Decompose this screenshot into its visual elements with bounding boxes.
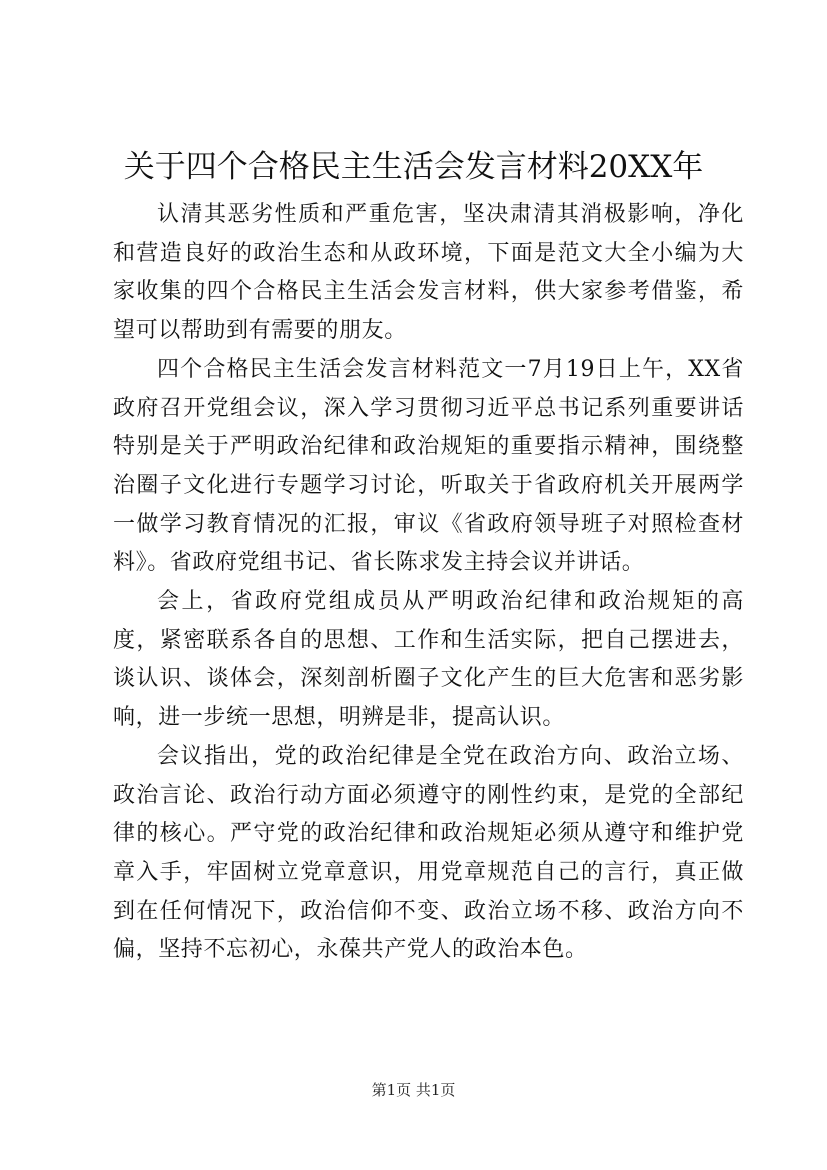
paragraph-intro: 认清其恶劣性质和严重危害，坚决肃清其消极影响，净化和营造良好的政治生态和从政环境，下面是范文大全小编为大家收集的四个合格民主生活会发言材料，供大家参考借鉴，希望可以帮助到有需要的朋友。 xyxy=(113,202,744,344)
paragraph-conclusion: 会议指出，党的政治纪律是全党在政治方向、政治立场、政治言论、政治行动方面必须遵守的刚性约束，是党的全部纪律的核心。严守党的政治纪律和政治规矩必须从遵守和维护党章入手，牢固树立党章意识，用党章规范自己的言行，真正做到在任何情况下，政治信仰不变、政治立场不移、政治方向不偏，坚持不忘初心，永葆共产党人的政治本色。 xyxy=(113,743,744,963)
document-title: 关于四个合格民主生活会发言材料20XX年 xyxy=(123,149,704,185)
paragraph-meeting: 四个合格民主生活会发言材料范文一7月19日上午，XX省政府召开党组会议，深入学习贯彻习近平总书记系列重要讲话特别是关于严明政治纪律和政治规矩的重要指示精神，围绕整治圈子文化进行专题学习讨论，听取关于省政府机关开展两学一做学习教育情况的汇报，审议《省政府领导班子对照检查材料》。省政府党组书记、省长陈求发主持会议并讲话。 xyxy=(113,356,744,576)
page-footer: 第1页 共1页 xyxy=(371,1081,456,1099)
document-body xyxy=(113,196,744,970)
paragraph-discussion: 会上，省政府党组成员从严明政治纪律和政治规矩的高度，紧密联系各自的思想、工作和生活实际，把自己摆进去，谈认识、谈体会，深刻剖析圈子文化产生的巨大危害和恶劣影响，进一步统一思想，明辨是非，提高认识。 xyxy=(113,589,744,731)
